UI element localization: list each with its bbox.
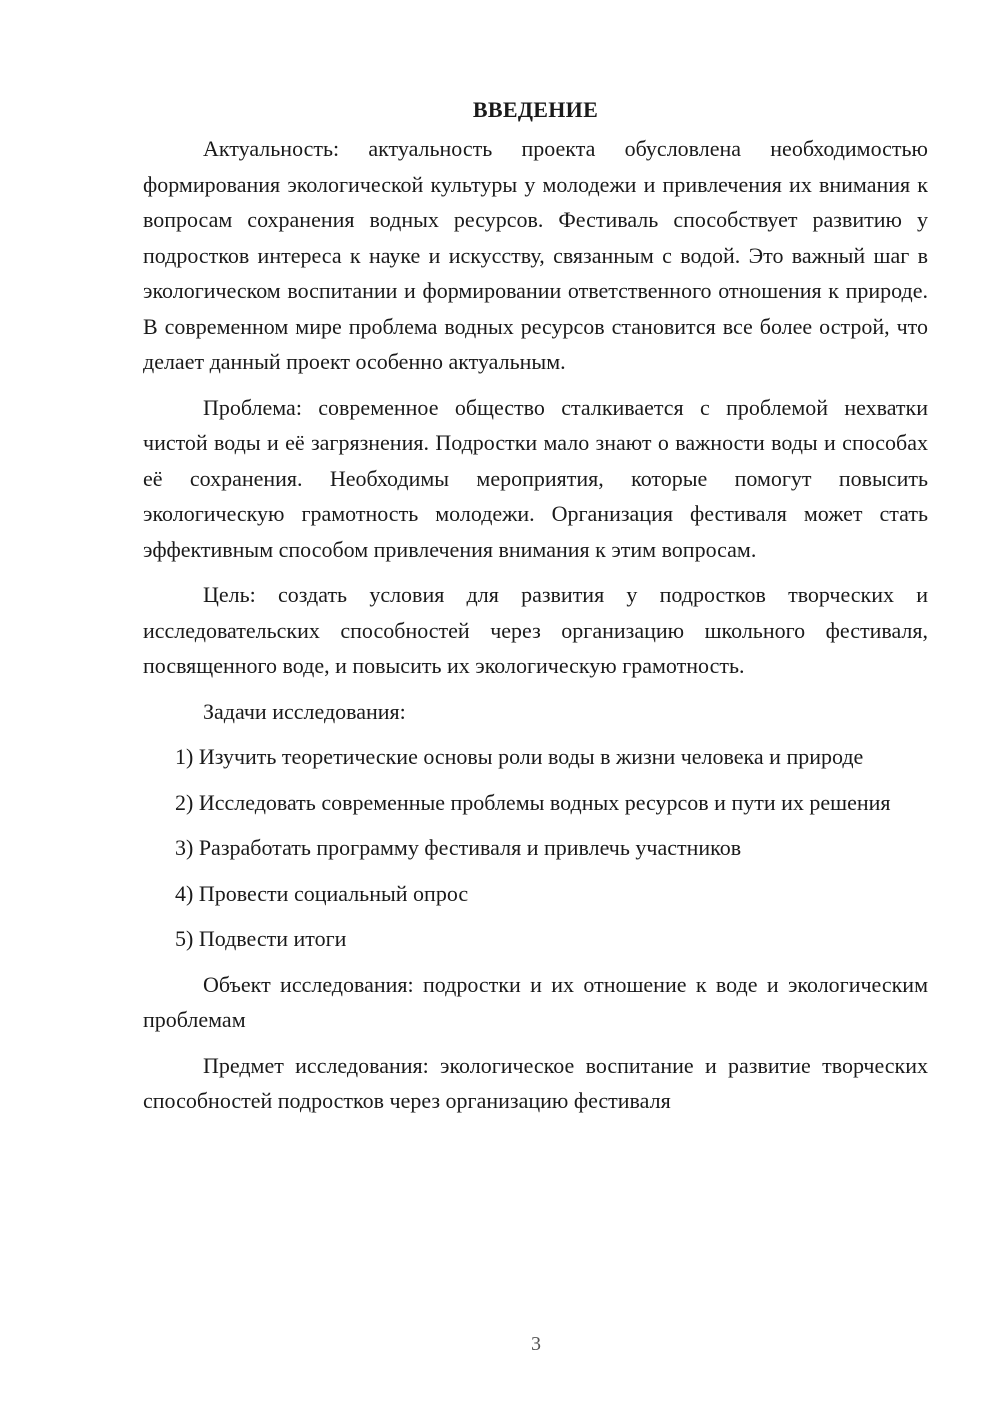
goal-paragraph: Цель: создать условия для развития у подростков творческих и исследовательских способностей через организацию школьного фестиваля, посвященного воде, и повысить их экологическую грамотность. [143, 582, 928, 678]
tasks-heading: Задачи исследования: [203, 698, 406, 724]
subject-paragraph: Предмет исследования: экологическое воспитание и развитие творческих способностей подростков через организацию фестиваля [143, 1052, 928, 1113]
task-item-5: 5) Подвести итоги [175, 926, 347, 951]
section-title: ВВЕДЕНИЕ [472, 97, 599, 122]
problem-paragraph: Проблема: современное общество сталкивается с проблемой нехватки чистой воды и её загрязнения. Подростки мало знают о важности воды и способах её сохранения. Необходимы мероприятия, которые помогут повысить экологическую грамотность молодежи. Организация фестиваля может стать эффективным способом привлечения внимания к этим вопросам. [143, 394, 928, 562]
task-item-4: 4) Провести социальный опрос [175, 880, 469, 906]
task-item-3: 3) Разработать программу фестиваля и привлечь участников [175, 835, 742, 860]
task-item-1: 1) Изучить теоретические основы роли воды в жизни человека и природе [175, 744, 864, 769]
object-paragraph: Объект исследования: подростки и их отношение к воде и экологическим проблемам [143, 971, 928, 1032]
relevance-paragraph: Актуальность: актуальность проекта обусловлена необходимостью формирования экологической культуры у молодежи и привлечения их внимания к вопросам сохранения водных ресурсов. Фестиваль способствует развитию у подростков интереса к науке и искусству, связанным с водой. Это важный шаг в экологическом воспитании и формировании ответственного отношения к природе. В современном мире проблема водных ресурсов становится все более острой, что делает данный проект особенно актуальным. [143, 136, 928, 374]
document-page [143, 92, 928, 1129]
task-item-2: 2) Исследовать современные проблемы водных ресурсов и пути их решения [175, 789, 891, 815]
page-number: 3 [531, 1333, 541, 1355]
